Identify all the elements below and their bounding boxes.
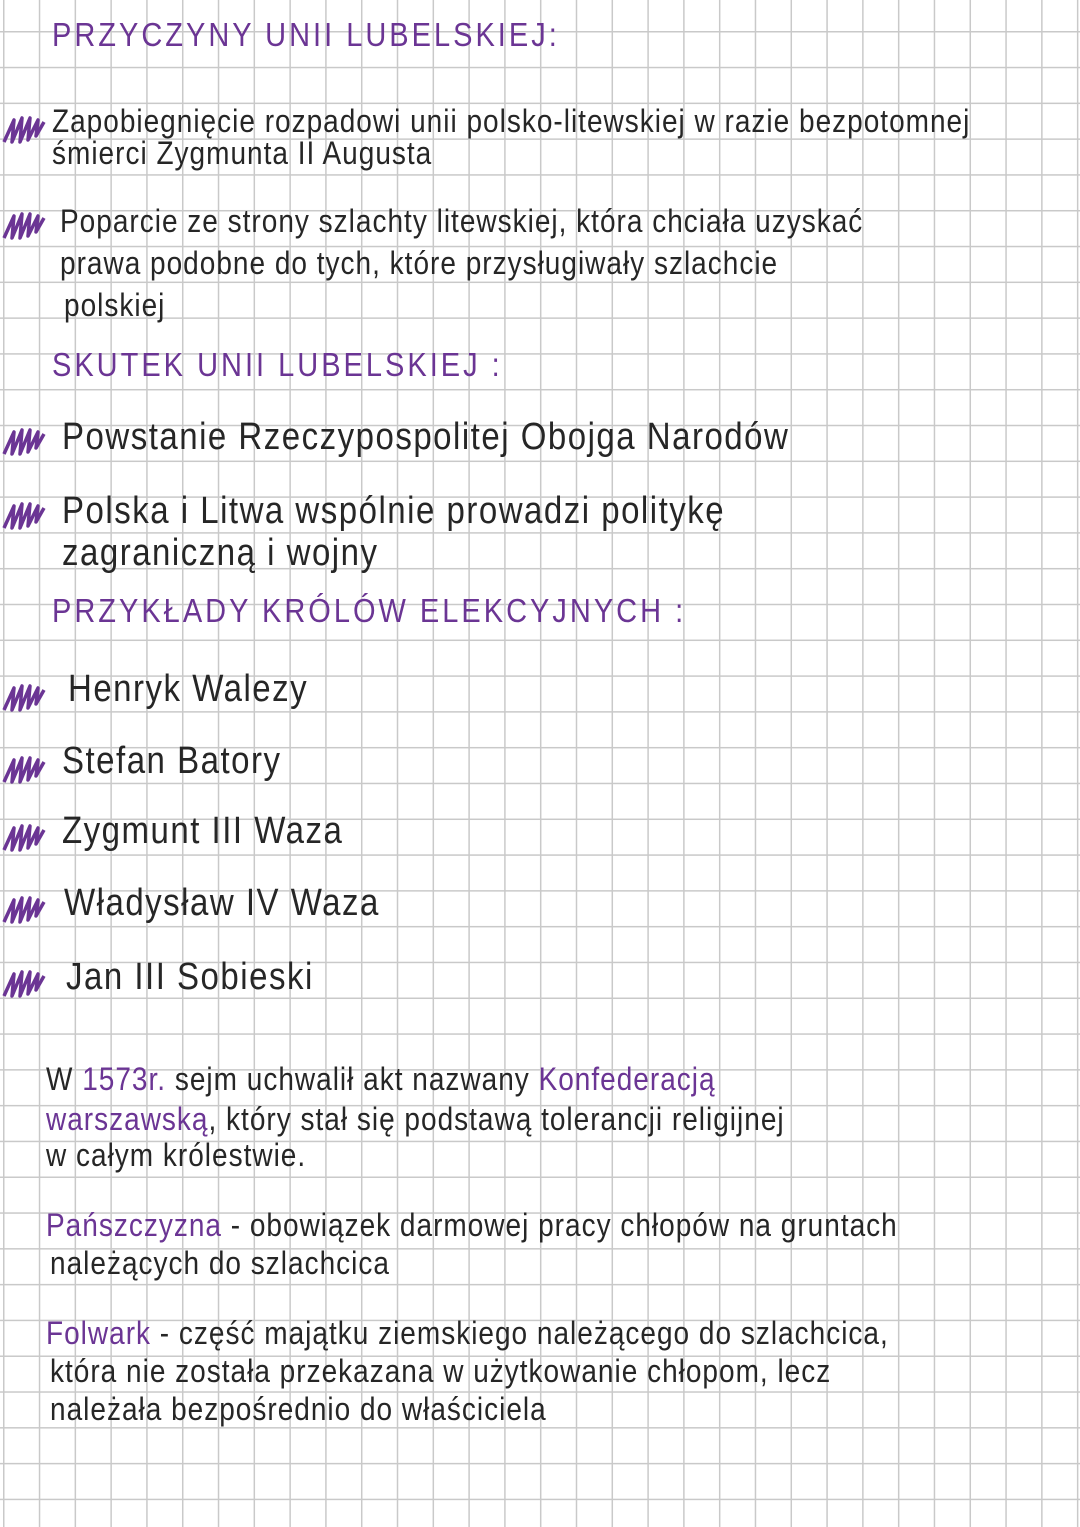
scribble-bullet-icon — [0, 680, 48, 714]
panszczyzna-line-1 — [46, 1207, 898, 1244]
scribble-bullet-icon — [0, 892, 48, 926]
cause-2-line-1: Poparcie ze strony szlachty litewskiej, która chciała uzyskać — [60, 203, 864, 239]
scribble-bullet-icon — [0, 208, 48, 242]
panszczyzna-def-1: - obowiązek darmowej pracy chłopów na gruntach — [230, 1207, 898, 1243]
term-warsaw: warszawską — [46, 1101, 209, 1137]
king-5: Jan III Sobieski — [66, 954, 314, 997]
term-confederation: Konfederacją — [538, 1061, 716, 1097]
heading-elected-kings: PRZYKŁADY KRÓLÓW ELEKCYJNYCH : — [52, 593, 687, 630]
effect-2-line-2: zagraniczną i wojny — [62, 530, 379, 573]
king-2: Stefan Batory — [62, 738, 282, 781]
effect-1: Powstanie Rzeczypospolitej Obojga Narodów — [62, 414, 790, 457]
cause-1-line-2: śmierci Zygmunta II Augusta — [52, 135, 433, 171]
heading-causes: PRZYCZYNY UNII LUBELSKIEJ: — [52, 17, 560, 54]
confederation-line-2 — [46, 1101, 785, 1138]
king-1: Henryk Walezy — [68, 666, 309, 709]
scribble-bullet-icon — [0, 112, 48, 146]
folwark-def-1: - część majątku ziemskiego należącego do szlachcica, — [159, 1315, 889, 1351]
scribble-bullet-icon — [0, 498, 48, 532]
folwark-line-2: która nie została przekazana w użytkowanie chłopom, lecz — [50, 1353, 832, 1389]
confederation-text-1: sejm uchwalił akt nazwany — [174, 1061, 530, 1097]
king-4: Władysław IV Waza — [64, 880, 380, 923]
scribble-bullet-icon — [0, 966, 48, 1000]
scribble-bullet-icon — [0, 752, 48, 786]
folwark-line-3: należała bezpośrednio do właściciela — [50, 1391, 547, 1427]
panszczyzna-line-2: należących do szlachcica — [50, 1245, 390, 1281]
king-3: Zygmunt III Waza — [62, 808, 344, 851]
cause-2-line-2: prawa podobne do tych, które przysługiwały szlachcie — [60, 245, 779, 281]
term-folwark: Folwark — [46, 1315, 152, 1351]
confederation-line-1 — [46, 1061, 716, 1098]
confederation-text-2: , który stał się podstawą tolerancji religijnej — [208, 1101, 785, 1137]
year-1573: 1573r. — [82, 1061, 167, 1097]
scribble-bullet-icon — [0, 820, 48, 854]
folwark-line-1 — [46, 1315, 889, 1352]
word-w: W — [46, 1061, 74, 1097]
heading-effects: SKUTEK UNII LUBELSKIEJ : — [52, 347, 503, 384]
scribble-bullet-icon — [0, 424, 48, 458]
confederation-line-3: w całym królestwie. — [46, 1137, 307, 1173]
term-panszczyzna: Pańszczyzna — [46, 1207, 222, 1243]
cause-2-line-3: polskiej — [64, 287, 166, 323]
cause-1-line-1: Zapobiegnięcie rozpadowi unii polsko-litewskiej w razie bezpotomnej — [52, 103, 971, 139]
effect-2-line-1: Polska i Litwa wspólnie prowadzi politykę — [62, 488, 726, 531]
